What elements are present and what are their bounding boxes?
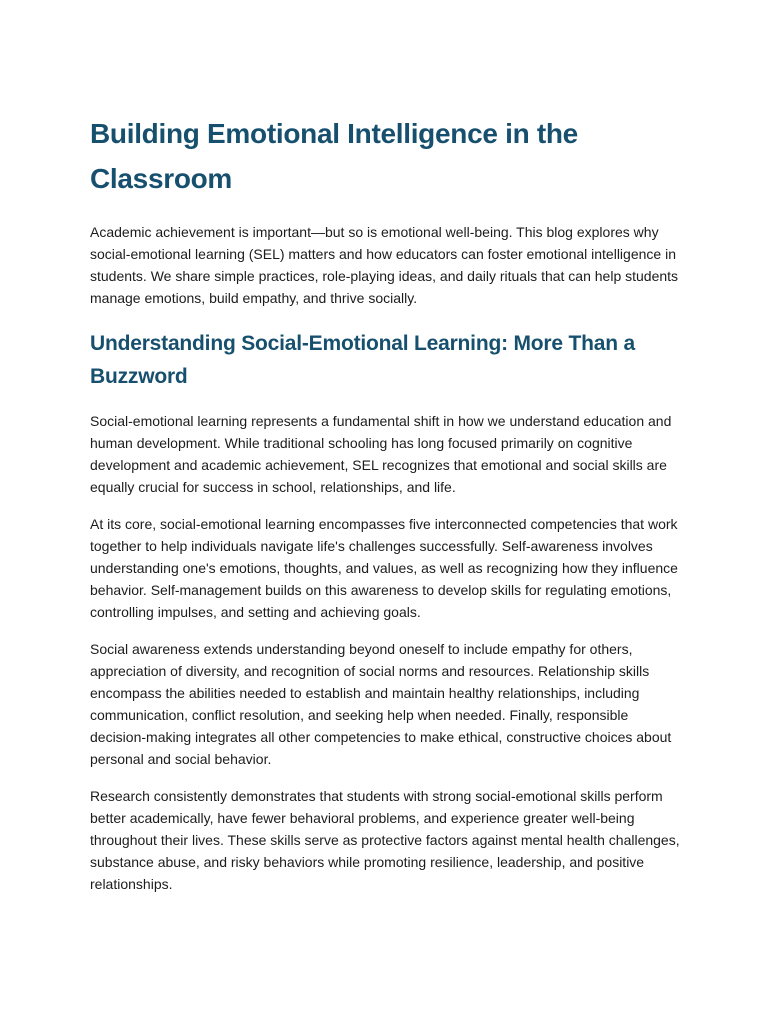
- body-paragraph-4: Research consistently demonstrates that students with strong social-emotional skills perform better academically, have fewer behavioral problems, and experience greater well-being throughout their lives. These skills serve as protective factors against mental health challenges, substance abuse, and risky behaviors while promoting resilience, leadership, and positive relationships.: [90, 788, 680, 892]
- body-paragraph-1: Social-emotional learning represents a fundamental shift in how we understand education and human development. While traditional schooling has long focused primarily on cognitive development and academic achievement, SEL recognizes that emotional and social skills are equally crucial for success in school, relationships, and life.: [90, 413, 672, 495]
- body-paragraph-3: Social awareness extends understanding beyond oneself to include empathy for others, appreciation of diversity, and recognition of social norms and resources. Relationship skills encompass the abilities needed to establish and maintain healthy relationships, including communication, conflict resolution, and seeking help when needed. Finally, responsible decision-making integrates all other competencies to make ethical, constructive choices about personal and social behavior.: [90, 641, 672, 767]
- document-page: [90, 111, 680, 910]
- intro-paragraph: Academic achievement is important—but so is emotional well-being. This blog explores why social-emotional learning (SEL) matters and how educators can foster emotional intelligence in students. We share simple practices, role-playing ideas, and daily rituals that can help students manage emotions, build empathy, and thrive socially.: [90, 224, 679, 306]
- page-title: Building Emotional Intelligence in the Classroom: [90, 118, 578, 194]
- body-paragraph-2: At its core, social-emotional learning encompasses five interconnected competencies that work together to help individuals navigate life's challenges successfully. Self-awareness involves understanding one's emotions, thoughts, and values, as well as recognizing how they influence behavior. Self-management builds on this awareness to develop skills for regulating emotions, controlling impulses, and setting and achieving goals.: [90, 516, 678, 620]
- section-heading: Understanding Social-Emotional Learning: More Than a Buzzword: [90, 332, 635, 388]
